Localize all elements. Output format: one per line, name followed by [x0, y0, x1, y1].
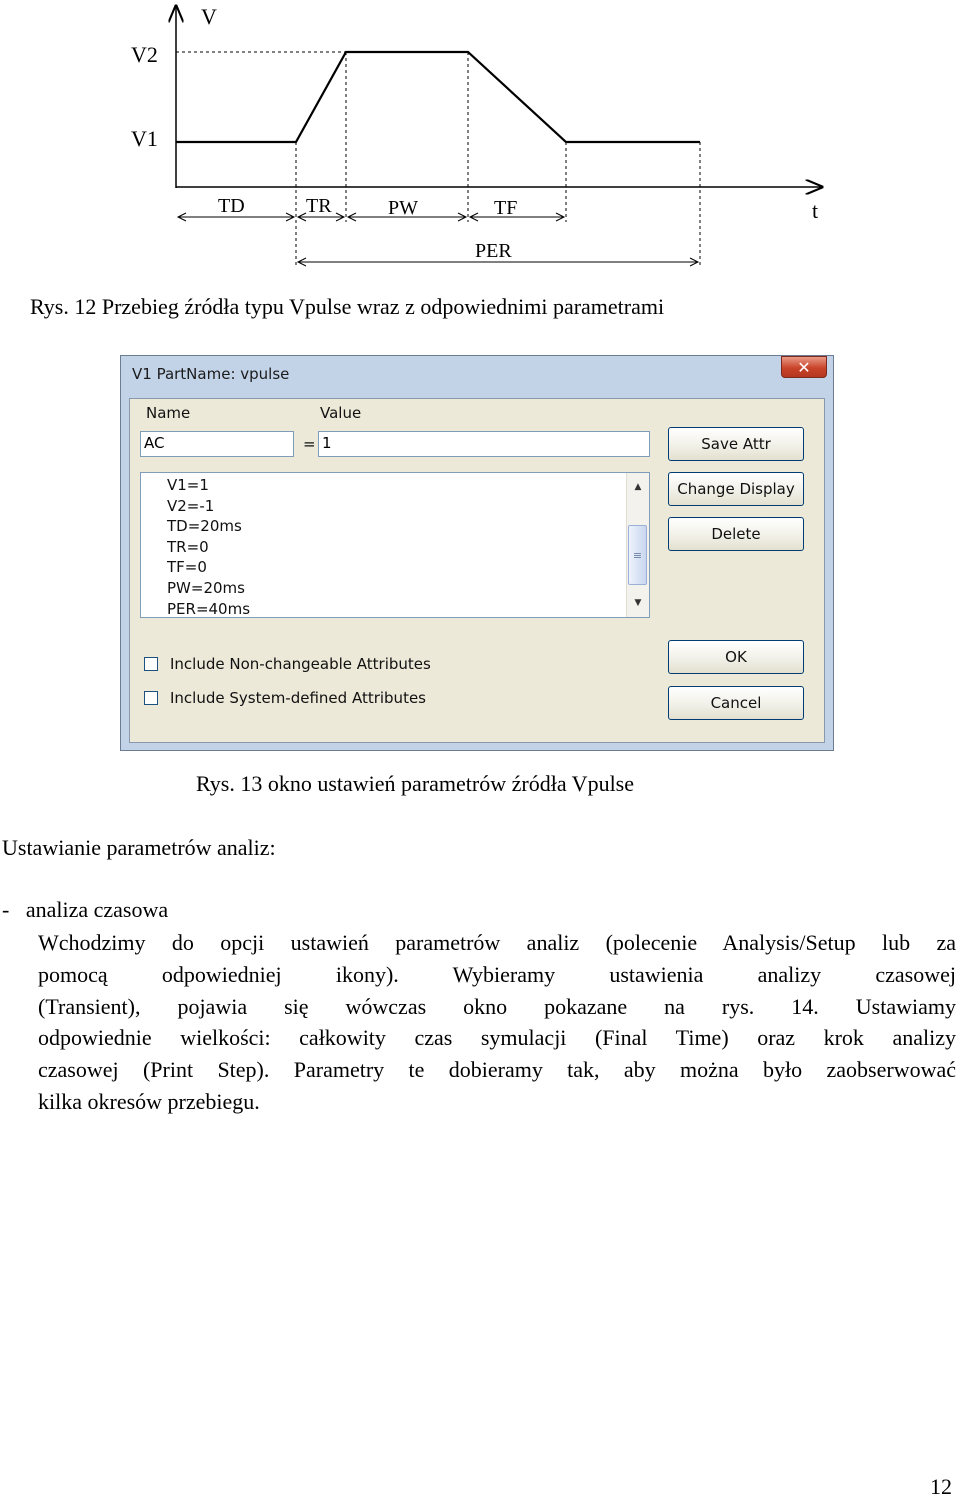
paragraph-line: (Transient), pojawia się wówczas okno pokazane na rys. 14. Ustawiamy	[38, 993, 956, 1019]
level-label-v1: V1	[131, 126, 158, 151]
close-button[interactable]	[781, 356, 827, 378]
figure-caption-13: Rys. 13 okno ustawień parametrów źródła Vpulse	[196, 771, 635, 796]
axis-label-t: t	[812, 198, 819, 223]
dashed-guides	[176, 52, 700, 268]
system-attributes-checkbox[interactable]	[144, 691, 158, 705]
nonchangeable-attributes-checkbox-row[interactable]	[144, 655, 431, 673]
cancel-button[interactable]: Cancel	[668, 686, 804, 720]
system-attributes-label: Include System-defined Attributes	[170, 689, 426, 707]
nonchangeable-attributes-label: Include Non-changeable Attributes	[170, 655, 431, 673]
scroll-thumb[interactable]: ≡	[628, 525, 647, 585]
list-item[interactable]: TD=20ms	[167, 517, 242, 536]
list-item-dash: - analiza czasowa	[2, 897, 169, 922]
level-label-v2: V2	[131, 42, 158, 67]
list-item[interactable]: V2=-1	[167, 496, 215, 515]
list-item[interactable]: TF=0	[167, 558, 207, 577]
page-number: 12	[930, 1474, 952, 1499]
pulse-waveform-diagram	[0, 0, 960, 280]
ok-button[interactable]: OK	[668, 640, 804, 674]
segment-label-td: TD	[218, 195, 245, 217]
list-item[interactable]: PW=20ms	[167, 578, 245, 597]
list-scrollbar[interactable]	[626, 473, 649, 617]
part-properties-dialog	[120, 355, 834, 751]
segment-label-pw: PW	[388, 197, 418, 219]
paragraph-line: Wchodzimy do opcji ustawień parametrów analiz (polecenie Analysis/Setup lub za	[38, 930, 956, 955]
close-icon: ✕	[797, 357, 811, 377]
axis-label-v: V	[201, 4, 217, 29]
save-attr-button[interactable]: Save Attr	[668, 427, 804, 461]
section-heading: Ustawianie parametrów analiz:	[2, 835, 276, 860]
list-item[interactable]: V1=1	[167, 476, 209, 494]
period-label-per: PER	[475, 240, 512, 262]
system-attributes-checkbox-row[interactable]	[144, 689, 426, 707]
dialog-title: V1 PartName: vpulse	[132, 365, 290, 383]
list-item[interactable]: PER=40ms	[167, 599, 251, 618]
segment-label-tr: TR	[306, 195, 332, 217]
equals-sign: =	[303, 435, 316, 453]
name-field[interactable]: AC	[140, 431, 294, 457]
paragraph-line: czasowej (Print Step). Parametry te dobieramy tak, aby można było zaobserwować	[38, 1057, 956, 1083]
dimension-lines	[178, 213, 698, 266]
paragraph-line: pomocą odpowiedniej ikony). Wybieramy ustawienia analizy czasowej	[38, 961, 956, 987]
change-display-button[interactable]: Change Display	[668, 472, 804, 506]
list-item[interactable]: TR=0	[167, 537, 209, 556]
value-field[interactable]: 1	[318, 431, 650, 457]
attribute-list[interactable]	[140, 472, 650, 618]
scroll-down-icon[interactable]: ▼	[634, 598, 642, 608]
nonchangeable-attributes-checkbox[interactable]	[144, 657, 158, 671]
name-column-label: Name	[146, 404, 191, 422]
scroll-up-icon[interactable]: ▲	[634, 482, 642, 492]
segment-label-tf: TF	[494, 197, 518, 219]
paragraph-line: odpowiednie wielkości: całkowity czas symulacji (Final Time) oraz krok analizy	[38, 1025, 956, 1051]
value-column-label: Value	[320, 404, 362, 422]
pulse-waveform	[176, 52, 700, 142]
body-paragraph	[38, 927, 956, 1118]
dialog-client-area	[129, 398, 825, 743]
paragraph-line: kilka okresów przebiegu.	[38, 1088, 260, 1114]
figure-caption-12: Rys. 12 Przebieg źródła typu Vpulse wraz z odpowiednimi parametrami	[30, 294, 665, 319]
delete-button[interactable]: Delete	[668, 517, 804, 551]
